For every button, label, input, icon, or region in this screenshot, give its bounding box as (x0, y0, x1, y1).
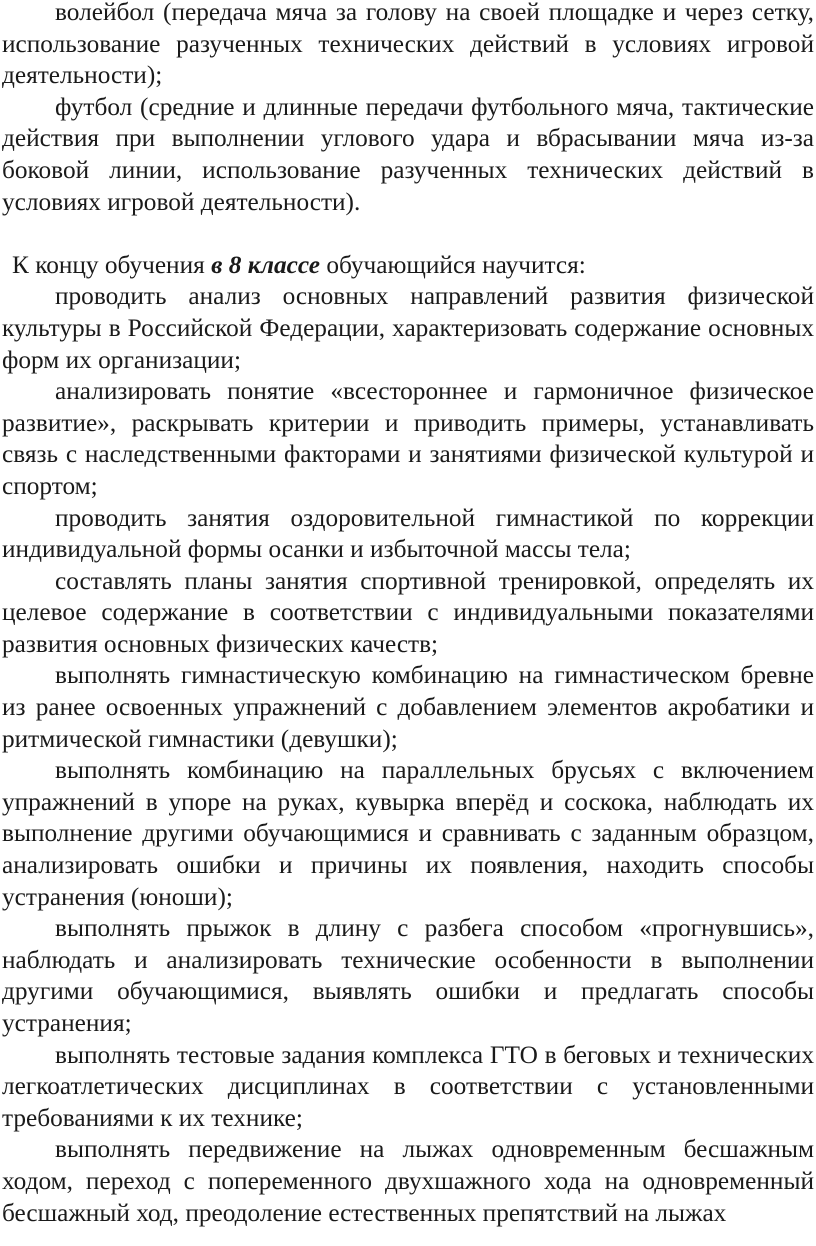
list-item: анализировать понятие «всестороннее и гармоничное физическое развитие», раскрывать критерии и приводить примеры, устанавливать связь с наследственными факторами и занятиями физической культурой и спортом; (2, 377, 814, 500)
paragraph-volleyball: волейбол (передача мяча за голову на своей площадке и через сетку, использование разученных технических действий в условиях игровой деятельности); (2, 0, 814, 90)
intro-suffix: обучающийся научится: (320, 250, 586, 279)
list-item: выполнять прыжок в длину с разбега способом «прогнувшись», наблюдать и анализировать технические особенности в выполнении другими обучающимися, выявлять ошибки и предлагать способы устранения; (2, 914, 814, 1037)
intro-grade-emphasis: в 8 классе (211, 250, 321, 279)
list-item: проводить занятия оздоровительной гимнастикой по коррекции индивидуальной формы осанки и избыточной массы тела; (2, 503, 814, 564)
paragraph-football: футбол (средние и длинные передачи футбольного мяча, тактические действия при выполнении углового удара и вбрасывании мяча из-за боковой линии, использование разученных технических действий в условиях игровой деятельности). (2, 92, 814, 216)
list-item: проводить анализ основных направлений развития физической культуры в Российской Федерации, характеризовать содержание основных форм их организации; (2, 282, 814, 374)
list-item: выполнять передвижение на лыжах одновременным бесшажным ходом, переход с попеременного двухшажного хода на одновременный бесшажный ход, преодоление естественных препятствий на лыжах (2, 1135, 814, 1227)
list-item: выполнять гимнастическую комбинацию на гимнастическом бревне из ранее освоенных упражнений с добавлением элементов акробатики и ритмической гимнастики (девушки); (2, 661, 814, 753)
intro-line (2, 250, 814, 282)
blank-line (2, 218, 814, 250)
list-item: выполнять комбинацию на параллельных брусьях с включением упражнений в упоре на руках, кувырка вперёд и соскока, наблюдать их выполнение другими обучающимися и сравнивать с заданным образцом, анализировать ошибки и причины их появления, находить способы устранения (юноши); (2, 756, 814, 911)
list-item: выполнять тестовые задания комплекса ГТО в беговых и технических легкоатлетических дисциплинах в соответствии с установленными требованиями к их технике; (2, 1040, 814, 1132)
intro-prefix: К концу обучения (12, 250, 212, 279)
list-item: составлять планы занятия спортивной тренировкой, определять их целевое содержание в соответствии с индивидуальными показателями развития основных физических качеств; (2, 566, 814, 658)
